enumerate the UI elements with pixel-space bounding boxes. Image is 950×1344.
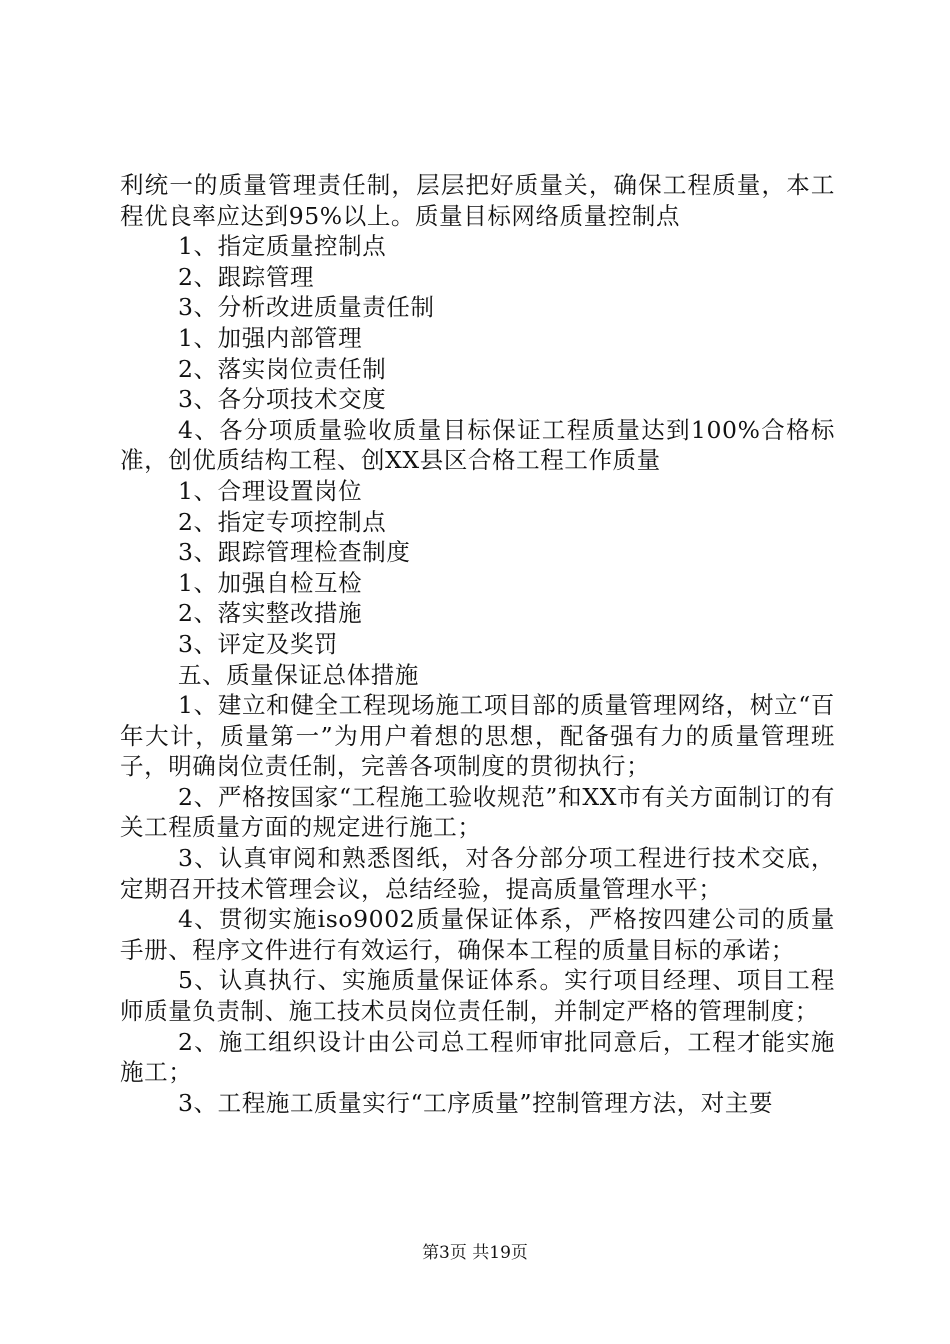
paragraph: 1、建立和健全工程现场施工项目部的质量管理网络，树立“百年大计，质量第一”为用户着想的思想，配备强有力的质量管理班子，明确岗位责任制，完善各项制度的贯彻执行；	[120, 691, 835, 781]
list-item: 3、各分项技术交度	[178, 385, 387, 414]
page-footer	[0, 1242, 950, 1264]
paragraph: 3、认真审阅和熟悉图纸，对各分部分项工程进行技术交底，定期召开技术管理会议，总结经验，提高质量管理水平；	[120, 844, 835, 903]
list-item: 1、加强自检互检	[178, 568, 363, 597]
list-item: 2、落实岗位责任制	[178, 354, 387, 383]
list-item: 1、加强内部管理	[178, 323, 363, 352]
list-item: 3、跟踪管理检查制度	[178, 538, 411, 567]
list-item: 1、合理设置岗位	[178, 476, 363, 505]
page-number: 第3页 共19页	[422, 1243, 528, 1263]
paragraph: 4、贯彻实施iso9002质量保证体系，严格按四建公司的质量手册、程序文件进行有效运行，确保本工程的质量目标的承诺；	[120, 905, 835, 964]
list-item: 2、落实整改措施	[178, 599, 363, 628]
paragraph-continuation: 利统一的质量管理责任制，层层把好质量关，确保工程质量，本工程优良率应达到95%以上。质量目标网络质量控制点	[120, 171, 835, 230]
list-item: 4、各分项质量验收质量目标保证工程质量达到100%合格标准，创优质结构工程、创XX县区合格工程工作质量	[120, 415, 835, 475]
section-heading: 五、质量保证总体措施	[178, 660, 419, 689]
list-item: 1、指定质量控制点	[178, 232, 387, 261]
list-item: 2、指定专项控制点	[178, 507, 387, 536]
document-body	[120, 170, 835, 1118]
paragraph: 2、施工组织设计由公司总工程师审批同意后，工程才能实施施工；	[120, 1027, 835, 1087]
list-item: 2、跟踪管理	[178, 262, 315, 291]
paragraph: 5、认真执行、实施质量保证体系。实行项目经理、项目工程师质量负责制、施工技术员岗位责任制，并制定严格的管理制度；	[120, 966, 835, 1026]
paragraph: 2、严格按国家“工程施工验收规范”和XX市有关方面制订的有关工程质量方面的规定进行施工；	[120, 782, 835, 842]
paragraph: 3、工程施工质量实行“工序质量”控制管理方法，对主要	[178, 1088, 774, 1117]
list-item: 3、分析改进质量责任制	[178, 293, 435, 322]
list-item: 3、评定及奖罚	[178, 629, 339, 658]
